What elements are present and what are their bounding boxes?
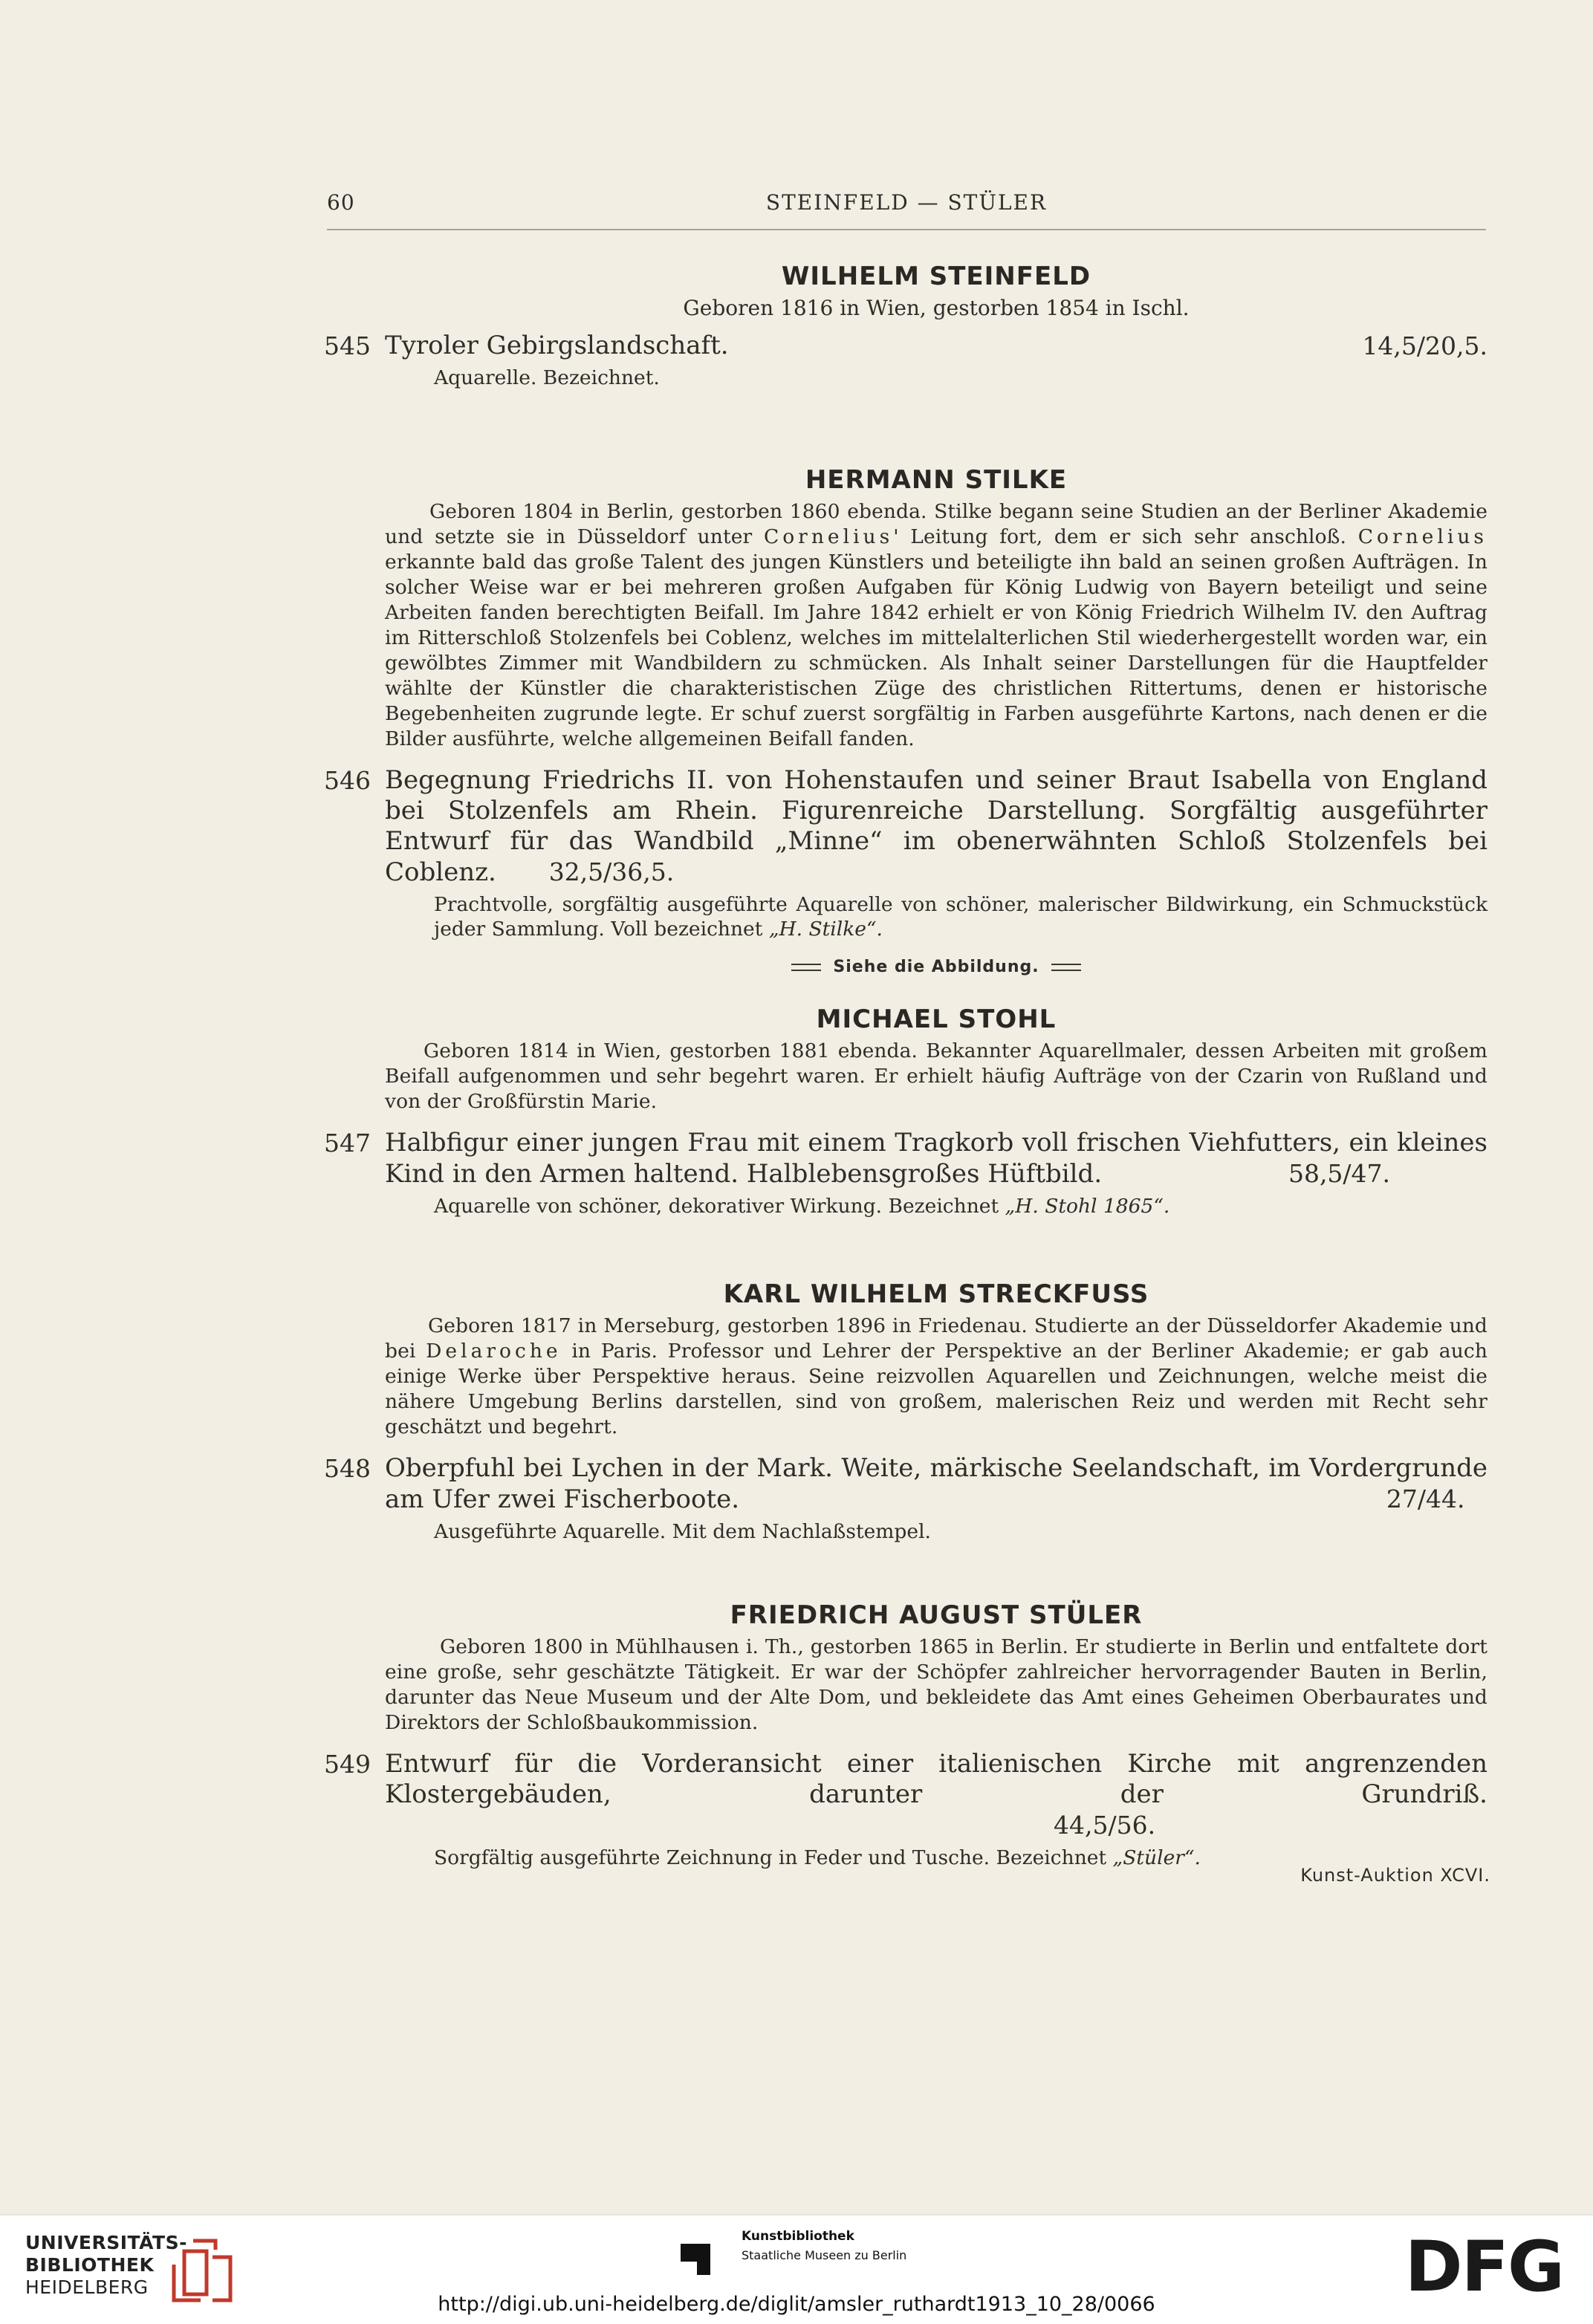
lot-number: 547 — [324, 1129, 371, 1158]
lot-number: 549 — [324, 1750, 371, 1779]
lot-measurement: 58,5/47. — [1288, 1159, 1391, 1188]
lot-547 — [324, 1128, 1487, 1218]
lot-measurement: 27/44. — [1386, 1484, 1465, 1513]
lot-title — [385, 1453, 1487, 1515]
illustration-text: Siehe die Abbildung. — [833, 958, 1039, 976]
bio-emphasis: Cornelius — [763, 525, 894, 548]
section-steinfeld — [324, 262, 1487, 390]
catalogue-footer: Kunst-Auktion XCVI. — [1300, 1865, 1490, 1886]
illustration-reference — [385, 958, 1487, 976]
lot-546 — [324, 765, 1487, 976]
lot-note-text: Prachtvolle, sorgfältig ausgeführte Aquarelle von schöner, malerischer Bildwirkung, ein Schmuckstück jeder Sammlung. Voll bezeichnet — [434, 893, 1487, 941]
section-stueler — [324, 1600, 1487, 1870]
bio-text: Geboren 1804 in Berlin, gestorben 1860 ebenda. Stilke begann seine Studien an der Berliner Akademie und setzte sie in Düsseldorf unter — [385, 500, 1487, 548]
lot-title — [385, 765, 1487, 888]
lot-number: 545 — [324, 331, 371, 360]
lot-title-text: Halbfigur einer jungen Frau mit einem Tragkorb voll frischen Viehfutters, ein kleines Kind in den Armen haltend. Halblebensgroßes Hüftbild. — [385, 1128, 1487, 1189]
lot-title — [385, 1128, 1487, 1189]
lot-title — [385, 331, 1487, 361]
lot-measurement: 14,5/20,5. — [1362, 331, 1487, 360]
artist-bio — [385, 499, 1487, 752]
double-rule-left — [791, 964, 821, 971]
heidelberg-library-logo[interactable] — [25, 2232, 187, 2299]
artist-heading: KARL WILHELM STRECKFUSS — [723, 1279, 1149, 1309]
lot-note-text: Sorgfältig ausgeführte Zeichnung in Feder und Tusche. Bezeichnet — [434, 1846, 1113, 1869]
kunstbibliothek-icon — [681, 2244, 710, 2275]
running-header — [327, 190, 1486, 220]
lot-title — [385, 1749, 1487, 1841]
lot-title-text: Entwurf für die Vorderansicht einer italienischen Kirche mit angrenzenden Klostergebäuden, darunter der Grundriß. — [385, 1749, 1487, 1809]
permalink-url[interactable]: http://digi.ub.uni-heidelberg.de/diglit/amsler_ruthardt1913_10_28/0066 — [438, 2293, 1155, 2316]
artist-heading: MICHAEL STOHL — [816, 1004, 1057, 1034]
section-stohl — [324, 1004, 1487, 1218]
lot-number: 546 — [324, 766, 371, 795]
header-rule — [327, 229, 1486, 230]
lot-title-text: Begegnung Friedrichs II. von Hohenstaufen und seiner Braut Isabella von England bei Stolzenfels am Rhein. Figurenreiche Darstellung. Sorgfältig ausgeführter Entwurf für das Wandbild „Minne“ im obenerwähnten Schloß Stolzenfels bei Coblenz. — [385, 765, 1487, 887]
lot-note — [434, 892, 1487, 941]
lot-title-text: Oberpfuhl bei Lychen in der Mark. Weite, märkische Seelandschaft, im Vordergrunde am Ufer zwei Fischerboote. — [385, 1453, 1487, 1514]
running-title: STEINFELD — STÜLER — [765, 190, 1048, 215]
lot-signature: „H. Stohl 1865“. — [1005, 1195, 1170, 1218]
lot-signature: „H. Stilke“. — [768, 918, 883, 941]
lot-number: 548 — [324, 1454, 371, 1483]
artist-heading: FRIEDRICH AUGUST STÜLER — [730, 1600, 1143, 1630]
artist-bio: Geboren 1814 in Wien, gestorben 1881 ebenda. Bekannter Aquarellmaler, dessen Arbeiten mit großem Beifall aufgenommen und sehr begehrt waren. Er erhielt häufig Aufträge von der Czarin von Rußland und von der Großfürstin Marie. — [385, 1039, 1487, 1113]
section-stilke — [324, 465, 1487, 976]
lot-measurement: 32,5/36,5. — [548, 857, 675, 886]
library-name-line2: BIBLIOTHEK — [25, 2254, 155, 2276]
lot-note-text: Aquarelle von schöner, dekorativer Wirkung. Bezeichnet — [434, 1195, 1005, 1218]
kb-title: Kunstbibliothek — [742, 2229, 854, 2244]
artist-heading: WILHELM STEINFELD — [781, 262, 1091, 291]
lot-measurement: 44,5/56. — [1054, 1811, 1156, 1840]
lot-note: Ausgeführte Aquarelle. Mit dem Nachlaßstempel. — [434, 1520, 931, 1543]
bio-text: in Paris. Professor und Lehrer der Perspektive an der Berliner Akademie; er gab auch einige Werke über Perspektive heraus. Seine reizvollen Aquarellen und Zeichnungen, welche meist die nähere Umgebung Berlins darstellen, sind von großem, malerischen Reiz und werden mit Recht sehr geschätzt und begehrt. — [385, 1340, 1487, 1438]
lot-548 — [324, 1453, 1487, 1544]
library-band — [0, 2214, 1593, 2324]
lot-title-text: Tyroler Gebirgslandschaft. — [385, 331, 729, 360]
library-name-line3: HEIDELBERG — [25, 2276, 149, 2298]
artist-heading: HERMANN STILKE — [805, 465, 1068, 495]
page-number: 60 — [327, 190, 355, 215]
lot-549 — [324, 1749, 1487, 1870]
artist-bio: Geboren 1816 in Wien, gestorben 1854 in Ischl. — [683, 296, 1190, 320]
bio-text: Geboren 1817 in Merseburg, gestorben 1896 in Friedenau. Studierte an der Düsseldorfer Akademie und bei — [385, 1314, 1487, 1363]
lot-note: Aquarelle. Bezeichnet. — [434, 366, 660, 389]
bio-emphasis: Cornelius — [1357, 525, 1487, 548]
artist-bio — [385, 1314, 1487, 1440]
lot-signature: „Stüler“. — [1112, 1846, 1201, 1869]
library-name-line1: UNIVERSITÄTS- — [25, 2232, 187, 2253]
dfg-logo[interactable]: DFG — [1404, 2227, 1563, 2308]
bio-text: ' Leitung fort, dem er sich sehr anschloß. — [893, 525, 1358, 548]
bio-emphasis: Delaroche — [426, 1340, 562, 1363]
lot-note — [434, 1194, 1487, 1218]
bio-text: erkannte bald das große Talent des jungen Künstlers und beteiligte ihn bald an seinen großen Aufträgen. In solcher Weise war er bei mehreren großen Aufgaben für König Ludwig von Bayern beteiligt und seine Arbeiten fanden berechtigten Beifall. Im Jahre 1842 erhielt er von König Friedrich Wilhelm IV. den Auftrag im Ritterschloß Stolzenfels bei Coblenz, welches im mittelalterlichen Stil wiederhergestellt worden war, ein gewölbtes Zimmer mit Wandbildern zu schmücken. Als Inhalt seiner Darstellungen für die Hauptfelder wählte der Künstler die charakteristischen Züge des christlichen Rittertums, denen er historische Begebenheiten zugrunde legte. Er schuf zuerst sorgfältig in Farben ausgeführte Kartons, nach denen er die Bilder ausführte, welche allgemeinen Beifall fanden. — [385, 551, 1487, 750]
section-streckfuss — [324, 1279, 1487, 1544]
double-rule-right — [1051, 964, 1081, 971]
lot-545 — [324, 331, 1487, 390]
artist-bio: Geboren 1800 in Mühlhausen i. Th., gestorben 1865 in Berlin. Er studierte in Berlin und entfaltete dort eine große, sehr geschätzte Tätigkeit. Er war der Schöpfer zahlreicher hervorragender Bauten in Berlin, darunter das Neue Museum und der Alte Dom, und bekleidete das Amt eines Geheimen Oberbaurates und Direktors der Schloßbaukommission. — [385, 1635, 1487, 1734]
kb-subtitle: Staatliche Museen zu Berlin — [742, 2248, 907, 2262]
